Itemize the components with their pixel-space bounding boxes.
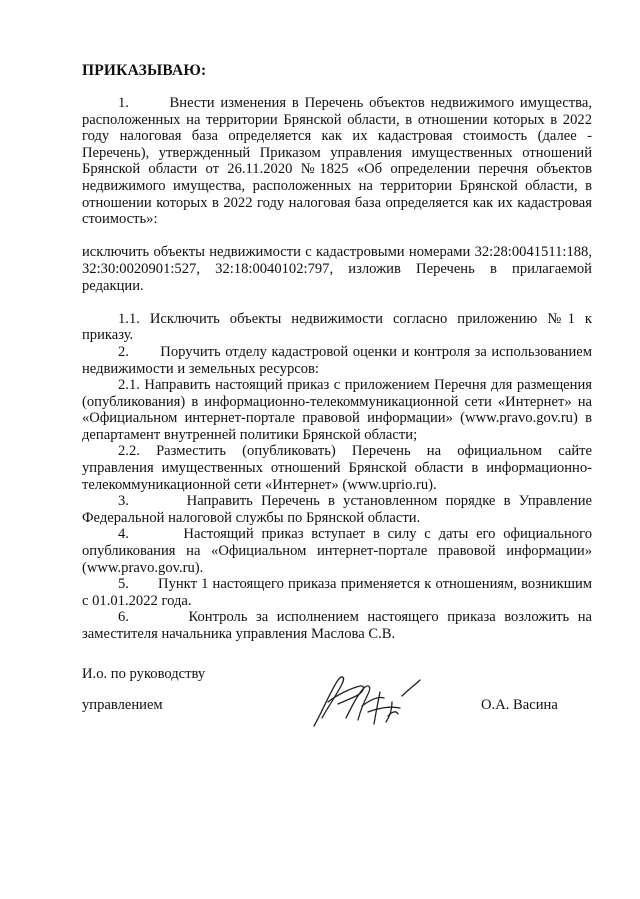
document-body (82, 95, 592, 643)
paragraph-exclusion: исключить объекты недвижимости с кадастровыми номерами 32:28:0041511:188, 32:30:0020901:527, 32:18:0040102:797, изложив Перечень в прилагаемой редакции. (82, 244, 592, 294)
signer-name: О.А. Васина (481, 697, 558, 713)
paragraph-4: 4. Настоящий приказ вступает в силу с даты его официального опубликования на «Официальном интернет-портале правовой информации» (www.pravo.gov.ru). (82, 526, 592, 576)
paragraph-2: 2. Поручить отделу кадастровой оценки и контроля за использованием недвижимости и земельных ресурсов: (82, 343, 592, 377)
order-heading: ПРИКАЗЫВАЮ: (82, 62, 207, 79)
handwritten-signature-icon (308, 672, 428, 730)
paragraph-2-2: 2.2. Разместить (опубликовать) Перечень на официальном сайте управления имущественных отношений Брянской области в информационно-телекоммуникационной сети «Интернет» (www.uprio.ru). (82, 443, 592, 493)
paragraph-5: 5. Пункт 1 настоящего приказа применяется к отношениям, возникшим с 01.01.2022 года. (82, 576, 592, 609)
paragraph-2-1: 2.1. Направить настоящий приказ с приложением Перечня для размещения (опубликования) в информационно-телекоммуникационной сети «Интернет» на «Официальном интернет-портале правовой информации» (www.pravo.gov.ru) в департамент внутренней политики Брянской области; (82, 377, 592, 443)
paragraph-6: 6. Контроль за исполнением настоящего приказа возложить на заместителя начальника управления Маслова С.В. (82, 609, 592, 642)
signer-role-line-2: управлением (82, 697, 163, 713)
paragraph-1: 1. Внести изменения в Перечень объектов недвижимого имущества, расположенных на территории Брянской области, в отношении которых в 2022 году налоговая база определяется как их кадастровая стоимость (далее - Перечень), утвержденный Приказом управления имущественных отношений Брянской области от 26.11.2020 №1825 «Об определении перечня объектов недвижимого имущества, расположенных на территории Брянской области, в отношении которых в 2022 году налоговая база определяется как их кадастровая стоимость»: (82, 95, 592, 228)
paragraph-3: 3. Направить Перечень в установленном порядке в Управление Федеральной налоговой службы по Брянской области. (82, 493, 592, 526)
paragraph-1-1: 1.1. Исключить объекты недвижимости согласно приложению №1 к приказу. (82, 310, 592, 344)
signer-role-line-1: И.о. по руководству (82, 666, 206, 682)
